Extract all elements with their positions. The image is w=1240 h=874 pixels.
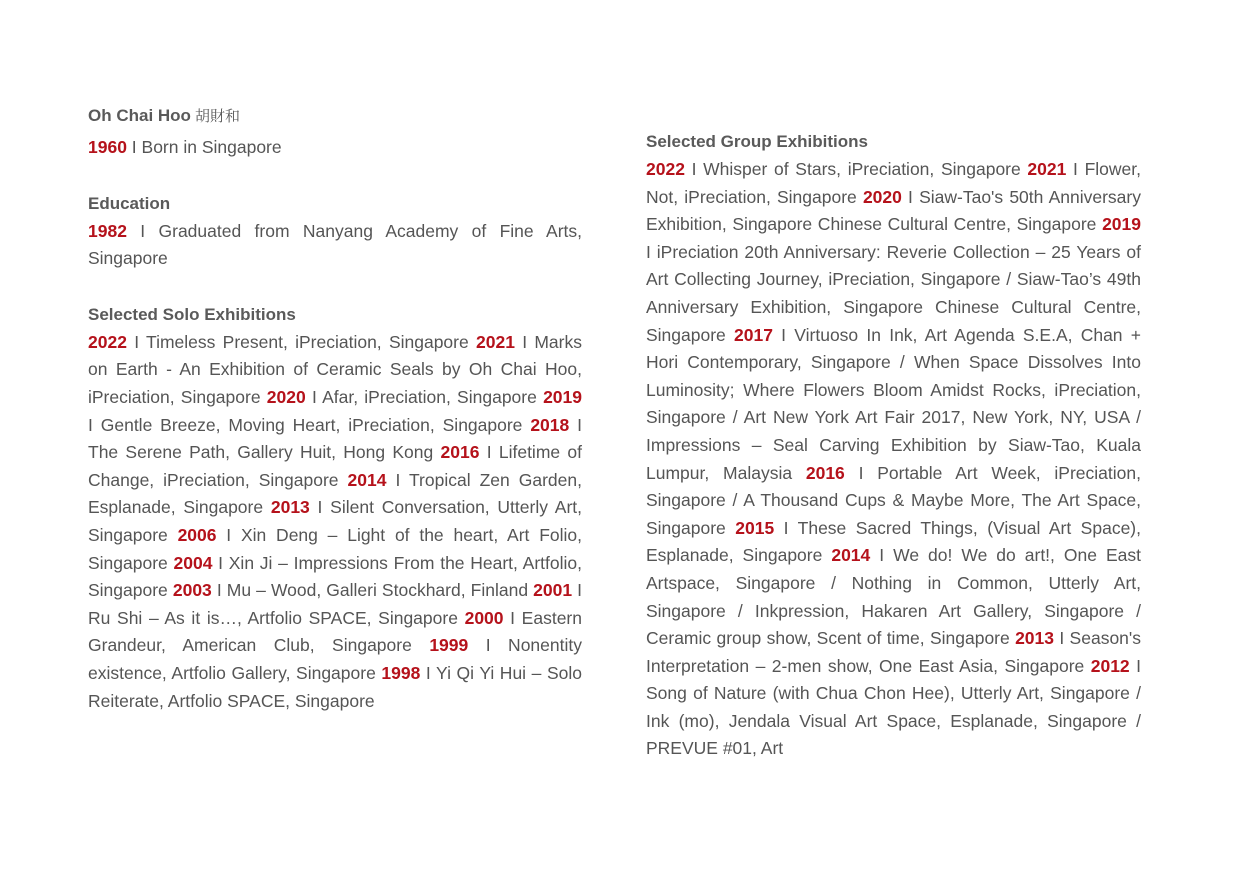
exhibition-text: I Marks on Earth - An Exhibition of Ceramic Seals by Oh Chai Hoo, iPreciation, Singapore: [88, 331, 582, 407]
exhibition-text: I Xin Ji – Impressions From the Heart, Artfolio, Singapore: [88, 552, 582, 601]
exhibition-text: I Flower, Not, iPreciation, Singapore: [646, 159, 1141, 207]
exhibition-text: I Virtuoso In Ink, Art Agenda S.E.A, Chan + Hori Contemporary, Singapore / When Space Dissolves Into Luminosity; Where Flowers Bloom Amidst Rocks, iPreciation, Singapore / Art New York Art Fair 2017, New York, NY, USA / Impressions – Seal Carving Exhibition by Siaw-Tao, Kuala Lumpur, Malaysia: [646, 324, 1141, 483]
exhibition-year: 2004: [173, 552, 213, 573]
artist-name-zh: 胡財和: [194, 107, 240, 125]
solo-list: [88, 329, 582, 715]
exhibition-year: 2014: [831, 545, 871, 566]
exhibition-text: I Siaw-Tao's 50th Anniversary Exhibition, Singapore Chinese Cultural Centre, Singapore: [646, 186, 1141, 235]
right-column: [646, 128, 1141, 763]
exhibition-year: 2013: [270, 497, 310, 518]
artist-name-en: Oh Chai Hoo: [88, 106, 191, 125]
exhibition-year: 2013: [1015, 628, 1055, 649]
exhibition-text: I Eastern Grandeur, American Club, Singapore: [88, 607, 582, 656]
exhibition-text: I Afar, iPreciation, Singapore: [305, 386, 544, 407]
exhibition-text: I Tropical Zen Garden, Esplanade, Singapore: [88, 469, 582, 518]
education-heading: Education: [88, 193, 171, 213]
exhibition-text: I Nonentity existence, Artfolio Gallery, Singapore: [88, 635, 582, 683]
exhibition-text: I Timeless Present, iPreciation, Singapore: [126, 331, 477, 352]
exhibition-year: 2016: [805, 462, 845, 483]
exhibition-year: 2021: [476, 331, 515, 352]
exhibition-year: 2006: [177, 524, 217, 545]
exhibition-text: I Yi Qi Yi Hui – Solo Reiterate, Artfolio SPACE, Singapore: [88, 662, 582, 711]
birth-line: [88, 134, 582, 162]
exhibition-year: 2012: [1090, 655, 1130, 676]
exhibition-text: I Lifetime of Change, iPreciation, Singapore: [88, 442, 582, 490]
spacer: [88, 162, 582, 190]
birth-year: 1960: [88, 137, 127, 157]
exhibition-text: I Silent Conversation, Utterly Art, Singapore: [88, 497, 582, 545]
exhibition-text: I Season's Interpretation – 2-men show, One East Asia, Singapore: [646, 628, 1141, 676]
exhibition-year: 2021: [1027, 159, 1067, 179]
exhibition-year: 2017: [734, 324, 773, 345]
exhibition-text: I Gentle Breeze, Moving Heart, iPreciation, Singapore: [88, 414, 531, 435]
birth-text: I Born in Singapore: [126, 137, 282, 157]
exhibition-text: I Song of Nature (with Chua Chon Hee), Utterly Art, Singapore / Ink (mo), Jendala Visual Art Space, Esplanade, Singapore / PREVUE #01, Art: [646, 655, 1141, 759]
group-heading: Selected Group Exhibitions: [646, 132, 868, 151]
exhibition-text: I iPreciation 20th Anniversary: Reverie Collection – 25 Years of Art Collecting Journey, iPreciation, Singapore / Siaw-Tao’s 49th Anniversary Exhibition, Singapore Chinese Cultural Centre, Singapore: [646, 241, 1141, 345]
artist-name: [88, 102, 582, 130]
exhibition-year: 2016: [440, 442, 480, 463]
exhibition-year: 2018: [530, 414, 570, 435]
exhibition-text: I We do! We do art!, One East Artspace, Singapore / Nothing in Common, Utterly Art, Singapore / Inkpression, Hakaren Art Gallery, Singapore / Ceramic group show, Scent of time, Singapore: [646, 545, 1141, 649]
exhibition-text: I Graduated from Nanyang Academy of Fine Arts, Singapore: [88, 220, 582, 269]
exhibition-year: 1998: [381, 662, 421, 683]
exhibition-text: I Ru Shi – As it is…, Artfolio SPACE, Singapore: [88, 580, 582, 628]
exhibition-year: 2014: [347, 469, 387, 490]
exhibition-year: 2020: [862, 186, 902, 207]
solo-heading: Selected Solo Exhibitions: [88, 304, 296, 324]
education-list: [88, 218, 582, 273]
exhibition-year: 1999: [429, 635, 469, 656]
exhibition-year: 2022: [646, 159, 685, 179]
exhibition-year: 2003: [172, 580, 212, 601]
exhibition-text: I Whisper of Stars, iPreciation, Singapore: [684, 159, 1028, 179]
exhibition-year: 2015: [735, 517, 775, 538]
left-column: [88, 102, 582, 715]
exhibition-year: 2001: [533, 580, 573, 601]
exhibition-year: 2022: [88, 331, 127, 352]
group-list: [646, 156, 1141, 763]
exhibition-text: I These Sacred Things, (Visual Art Space), Esplanade, Singapore: [646, 517, 1141, 566]
exhibition-text: I The Serene Path, Gallery Huit, Hong Kong: [88, 414, 582, 463]
spacer: [88, 273, 582, 301]
exhibition-year: 2000: [464, 607, 504, 628]
exhibition-year: 2020: [266, 386, 306, 407]
exhibition-year: 2019: [543, 386, 582, 407]
exhibition-year: 1982: [88, 220, 127, 241]
exhibition-year: 2019: [1102, 214, 1141, 235]
exhibition-text: I Mu – Wood, Galleri Stockhard, Finland: [211, 580, 534, 601]
exhibition-text: I Portable Art Week, iPreciation, Singapore / A Thousand Cups & Maybe More, The Art Space, Singapore: [646, 462, 1141, 538]
exhibition-text: I Xin Deng – Light of the heart, Art Folio, Singapore: [88, 524, 582, 573]
